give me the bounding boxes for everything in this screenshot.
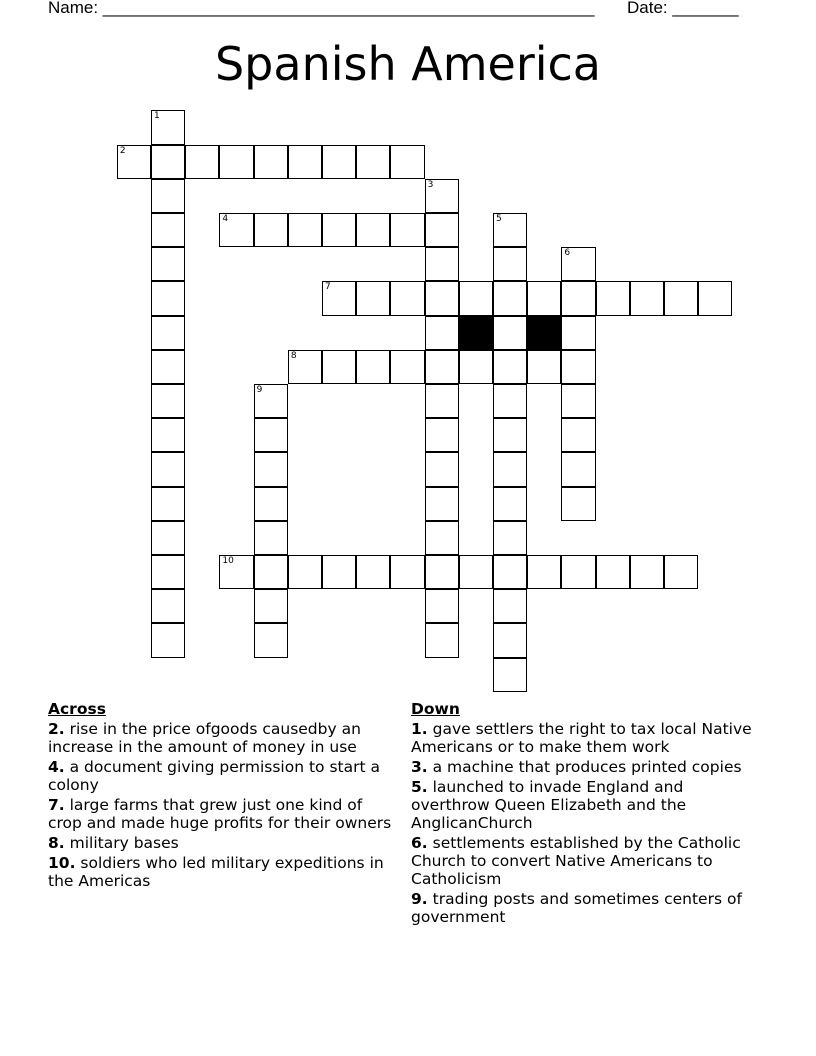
crossword-cell[interactable] [254, 555, 288, 589]
crossword-cell[interactable] [390, 555, 424, 589]
crossword-cell[interactable] [425, 281, 459, 315]
crossword-cell[interactable] [254, 487, 288, 521]
crossword-cell[interactable] [425, 555, 459, 589]
clue-number: 5. [411, 778, 428, 796]
clue-number-label: 2 [119, 145, 126, 156]
crossword-cell[interactable] [561, 418, 595, 452]
crossword-cell[interactable] [322, 145, 356, 179]
crossword-cell[interactable] [664, 281, 698, 315]
crossword-cell[interactable] [561, 487, 595, 521]
clue-number-label: 3 [427, 179, 434, 190]
crossword-cell[interactable] [630, 281, 664, 315]
crossword-cell[interactable] [151, 110, 185, 144]
crossword-cell[interactable] [493, 418, 527, 452]
down-heading: Down [411, 700, 460, 718]
page-title: Spanish America [214, 37, 601, 91]
clue-number-label: 5 [496, 213, 502, 224]
clue-number: 7. [48, 796, 65, 814]
crossword-cell[interactable] [561, 452, 595, 486]
crossword-cell[interactable] [322, 281, 356, 315]
crossword-cell[interactable] [561, 281, 595, 315]
crossword-cell[interactable] [596, 555, 630, 589]
down-clue [411, 778, 756, 832]
crossword-cell[interactable] [493, 658, 527, 692]
crossword-cell[interactable] [493, 452, 527, 486]
crossword-cell[interactable] [151, 281, 185, 315]
crossword-cell[interactable] [425, 247, 459, 281]
crossword-cell[interactable] [356, 555, 390, 589]
crossword-black-cell [527, 316, 561, 350]
clue-text: settlements established by the Catholic Church to convert Native Americans to Catholicism [411, 834, 741, 888]
crossword-cell[interactable] [493, 487, 527, 521]
crossword-cell[interactable] [356, 350, 390, 384]
crossword-cell[interactable] [322, 213, 356, 247]
crossword-cell[interactable] [425, 179, 459, 213]
down-clue [411, 720, 756, 756]
clue-number: 4. [48, 758, 65, 776]
crossword-cell[interactable] [493, 589, 527, 623]
crossword-cell[interactable] [151, 418, 185, 452]
crossword-cell[interactable] [425, 418, 459, 452]
clue-text: trading posts and sometimes centers of government [411, 890, 742, 926]
crossword-cell[interactable] [425, 487, 459, 521]
clue-number: 9. [411, 890, 428, 908]
name-field-label: Name: ____________________________________________________ [48, 0, 595, 17]
clue-number: 2. [48, 720, 65, 738]
crossword-cell[interactable] [493, 281, 527, 315]
crossword-black-cell [459, 316, 493, 350]
clue-text: a machine that produces printed copies [432, 758, 742, 776]
crossword-cell[interactable] [356, 145, 390, 179]
crossword-cell[interactable] [493, 247, 527, 281]
crossword-cell[interactable] [151, 623, 185, 657]
crossword-cell[interactable] [151, 555, 185, 589]
crossword-cell[interactable] [390, 281, 424, 315]
clue-text: military bases [69, 834, 179, 852]
across-clues [48, 700, 393, 892]
crossword-cell[interactable] [219, 555, 253, 589]
clue-number: 8. [48, 834, 65, 852]
crossword-cell[interactable] [459, 555, 493, 589]
crossword-cell[interactable] [254, 452, 288, 486]
crossword-cell[interactable] [390, 350, 424, 384]
clue-number-label: 10 [222, 555, 234, 566]
crossword-cell[interactable] [254, 521, 288, 555]
crossword-cell[interactable] [698, 281, 732, 315]
clue-text: rise in the price ofgoods causedby an increase in the amount of money in use [48, 720, 361, 756]
crossword-cell[interactable] [322, 555, 356, 589]
across-clue [48, 796, 393, 832]
crossword-cell[interactable] [527, 555, 561, 589]
crossword-cell[interactable] [151, 589, 185, 623]
clue-number-label: 9 [256, 384, 263, 395]
crossword-cell[interactable] [219, 145, 253, 179]
crossword-cell[interactable] [493, 316, 527, 350]
across-clue [48, 854, 393, 890]
crossword-cell[interactable] [185, 145, 219, 179]
crossword-cell[interactable] [630, 555, 664, 589]
crossword-cell[interactable] [561, 247, 595, 281]
crossword-cell[interactable] [356, 213, 390, 247]
crossword-cell[interactable] [390, 145, 424, 179]
crossword-cell[interactable] [561, 384, 595, 418]
crossword-cell[interactable] [425, 213, 459, 247]
crossword-cell[interactable] [254, 145, 288, 179]
crossword-cell[interactable] [425, 384, 459, 418]
crossword-cell[interactable] [425, 316, 459, 350]
clue-text: launched to invade England and overthrow Queen Elizabeth and the AnglicanChurch [411, 778, 687, 832]
crossword-cell[interactable] [151, 316, 185, 350]
crossword-cell[interactable] [151, 350, 185, 384]
clue-text: large farms that grew just one kind of crop and made huge profits for their owners [48, 796, 392, 832]
crossword-cell[interactable] [596, 281, 630, 315]
clue-text: soldiers who led military expeditions in the Americas [48, 854, 384, 890]
crossword-cell[interactable] [151, 521, 185, 555]
crossword-cell[interactable] [151, 247, 185, 281]
down-clue [411, 834, 756, 888]
across-clue [48, 834, 393, 852]
clue-number: 3. [411, 758, 428, 776]
across-clue [48, 720, 393, 756]
crossword-cell[interactable] [561, 316, 595, 350]
clue-number-label: 4 [222, 213, 229, 224]
clue-number-label: 8 [290, 350, 297, 361]
crossword-cell[interactable] [459, 350, 493, 384]
crossword-cell[interactable] [561, 350, 595, 384]
clue-text: gave settlers the right to tax local Native Americans or to make them work [411, 720, 752, 756]
crossword-cell[interactable] [254, 384, 288, 418]
clue-text: a document giving permission to start a colony [48, 758, 380, 794]
crossword-cell[interactable] [390, 213, 424, 247]
crossword-cell[interactable] [254, 213, 288, 247]
crossword-cell[interactable] [425, 589, 459, 623]
crossword-cell[interactable] [356, 281, 390, 315]
down-clues [411, 700, 756, 928]
crossword-cell[interactable] [425, 452, 459, 486]
down-clue [411, 758, 756, 776]
crossword-cell[interactable] [561, 555, 595, 589]
crossword-cell[interactable] [425, 623, 459, 657]
clue-number: 6. [411, 834, 428, 852]
crossword-cell[interactable] [288, 350, 322, 384]
crossword-cell[interactable] [117, 145, 151, 179]
crossword-cell[interactable] [493, 555, 527, 589]
crossword-cell[interactable] [527, 281, 561, 315]
crossword-cell[interactable] [664, 555, 698, 589]
clue-number: 1. [411, 720, 428, 738]
across-clue [48, 758, 393, 794]
crossword-cell[interactable] [254, 418, 288, 452]
crossword-cell[interactable] [151, 213, 185, 247]
crossword-cell[interactable] [493, 521, 527, 555]
crossword-cell[interactable] [151, 452, 185, 486]
crossword-cell[interactable] [493, 384, 527, 418]
crossword-cell[interactable] [527, 350, 561, 384]
crossword-cell[interactable] [322, 350, 356, 384]
crossword-cell[interactable] [151, 384, 185, 418]
crossword-cell[interactable] [459, 281, 493, 315]
crossword-cell[interactable] [219, 213, 253, 247]
crossword-cell[interactable] [254, 623, 288, 657]
crossword-cell[interactable] [254, 589, 288, 623]
crossword-cell[interactable] [151, 179, 185, 213]
crossword-cell[interactable] [425, 521, 459, 555]
date-field-label: Date: _______ [627, 0, 739, 17]
crossword-cell[interactable] [493, 623, 527, 657]
clue-number: 10. [48, 854, 76, 872]
crossword-cell[interactable] [288, 145, 322, 179]
down-clue [411, 890, 756, 926]
crossword-cell[interactable] [151, 487, 185, 521]
crossword-cell[interactable] [288, 213, 322, 247]
crossword-cell[interactable] [493, 213, 527, 247]
clue-number-label: 7 [325, 282, 331, 293]
crossword-cell[interactable] [151, 145, 185, 179]
crossword-cell[interactable] [425, 350, 459, 384]
crossword-cell[interactable] [493, 350, 527, 384]
crossword-cell[interactable] [288, 555, 322, 589]
clue-number-label: 1 [154, 111, 160, 122]
clue-number-label: 6 [564, 248, 571, 259]
across-heading: Across [48, 700, 106, 718]
